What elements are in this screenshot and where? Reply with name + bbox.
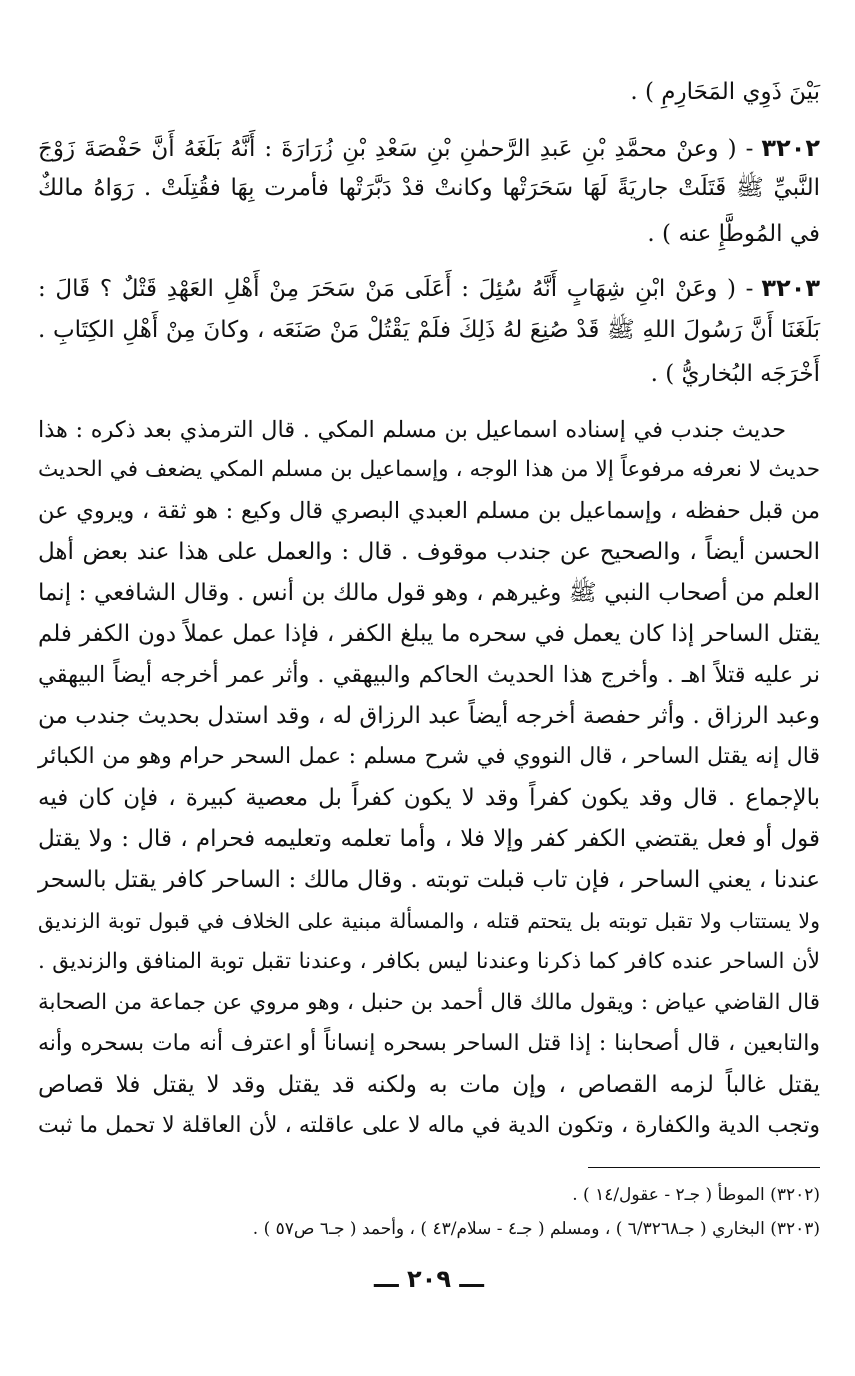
commentary-line: يقتل الساحر إذا كان يعمل في سحره ما يبلغ الكفر ، فإذا عمل عملاً دون الكفر فلم [38,621,820,647]
commentary-line: من قبل حفظه ، وإسماعيل بن مسلم العبدي البصري قال وكيع : هو ثقة ، ويروي عن [38,498,820,524]
continuation-line: بَيْنَ ذَوِي المَحَارِمِ ) . [630,79,820,105]
commentary-line: حديث جندب في إسناده اسماعيل بن مسلم المكي . قال الترمذي بعد ذكره : هذا [38,417,786,443]
hadith-number: ٣٢٠٣ [761,274,820,302]
footnote-3202: (٣٢٠٢) الموطأ ( جـ٢ - عقول/١٤ ) . [572,1185,820,1205]
book-page [38,0,820,1376]
commentary-line: والتابعين ، قال أصحابنا : إذا قتل الساحر بسحره إنساناً أو اعترف أنه مات بسحره وأنه [38,1031,820,1056]
hadith-text: - ( وعَنْ ابْنِ شِهَابٍ أَنَّهُ سُئِلَ : أَعَلَى مَنْ سَحَرَ مِنْ أَهْلِ العَهْدِ قَتْلٌ ؟ قَالَ : [38,276,754,302]
hadith-3202-line-3: في المُوطَّإِ عنه ) . [647,221,820,247]
commentary-line: قال القاضي عياض : ويقول مالك قال أحمد بن حنبل ، وهو مروي عن جماعة من الصحابة [38,990,820,1015]
hadith-3203-line-2: بَلَغَنَا أَنَّ رَسُولَ اللهِ ﷺ قَدْ صُنِعَ لهُ ذَلِكَ فلَمْ يَقْتُلْ مَنْ صَنَعَه ، وكانَ مِنْ أَهْلِ الكِتَابِ . [38,317,820,343]
commentary-line: العلم من أصحاب النبي ﷺ وغيرهم ، وهو قول مالك بن أنس . وقال الشافعي : إنما [38,580,820,606]
page-number: ـــ ٢٠٩ ـــ [374,1265,484,1293]
commentary-line: قال إنه يقتل الساحر ، قال النووي في شرح مسلم : عمل السحر حرام وهو من الكبائر [38,744,820,769]
commentary-line: وعبد الرزاق . وأثر حفصة أخرجه أيضاً عبد الرزاق له ، وقد استدل بحديث جندب من [38,703,820,729]
commentary-line: ولا يستتاب ولا تقبل توبته بل يتحتم قتله ، والمسألة مبنية على الخلاف في قبول توبة الزنديق [38,909,820,933]
hadith-3202-line-2: النَّبيِّ ﷺ قَتَلَتْ جاريَةً لَهَا سَحَرَتْها وكانتْ قدْ دَبَّرَتْها فأمرت بِهَا فقُتِلَتْ . رَوَاهُ مالكٌ [38,175,820,201]
hadith-3203-line-3: أَخْرَجَه البُخاريُّ ) . [650,361,820,387]
commentary-line: حديث لا نعرفه مرفوعاً إلا من هذا الوجه ، وإسماعيل بن مسلم المكي يضعف في الحديث [38,457,820,482]
hadith-3203-line-1 [38,268,820,309]
commentary-line: الحسن أيضاً ، والصحيح عن جندب موقوف . قال : والعمل على هذا عند بعض أهل [38,539,820,565]
commentary-line: قول أو فعل يقتضي الكفر كفر وإلا فلا ، وأما تعلمه وتعليمه فحرام ، قال : ولا يقتل [38,826,820,852]
footnote-3203: (٣٢٠٣) البخاري ( جـ٦/٣٢٦٨ ) ، ومسلم ( جـ٤ - سلام/٤٣ ) ، وأحمد ( جـ٦ ص٥٧ ) . [252,1219,820,1239]
footnote-separator [588,1167,820,1168]
hadith-3202-line-1 [38,128,820,169]
hadith-number: ٣٢٠٢ [761,134,820,162]
hadith-text: - ( وعنْ محمَّدِ بْنِ عَبدِ الرَّحمٰنِ بْنِ سَعْدِ بْنِ زُرَارَةَ : أَنَّهُ بَلَغَهُ أَنَّ حَفْصَةَ زَوْجَ [38,136,754,162]
commentary-line: وتجب الدية والكفارة ، وتكون الدية في ماله لا على عاقلته ، لأن العاقلة لا تحمل ما ثبت [38,1113,820,1138]
commentary-line: نر عليه قتلاً اهـ . وأخرج هذا الحديث الحاكم والبيهقي . وأثر عمر أخرجه أيضاً البيهقي [38,662,820,688]
commentary-line: عندنا ، يعني الساحر ، فإن تاب قبلت توبته . وقال مالك : الساحر كافر يقتل بالسحر [38,867,820,893]
commentary-line: بالإجماع . قال وقد يكون كفراً وقد لا يكون كفراً بل معصية كبيرة ، فإن كان فيه [38,785,820,811]
commentary-line: يقتل غالباً لزمه القصاص ، وإن مات به ولكنه قد يقتل وقد لا يقتل فلا قصاص [38,1072,820,1098]
commentary-line: لأن الساحر عنده كافر كما ذكرنا وعندنا ليس بكافر ، وعندنا تقبل توبة المنافق والزنديق . [38,949,820,974]
